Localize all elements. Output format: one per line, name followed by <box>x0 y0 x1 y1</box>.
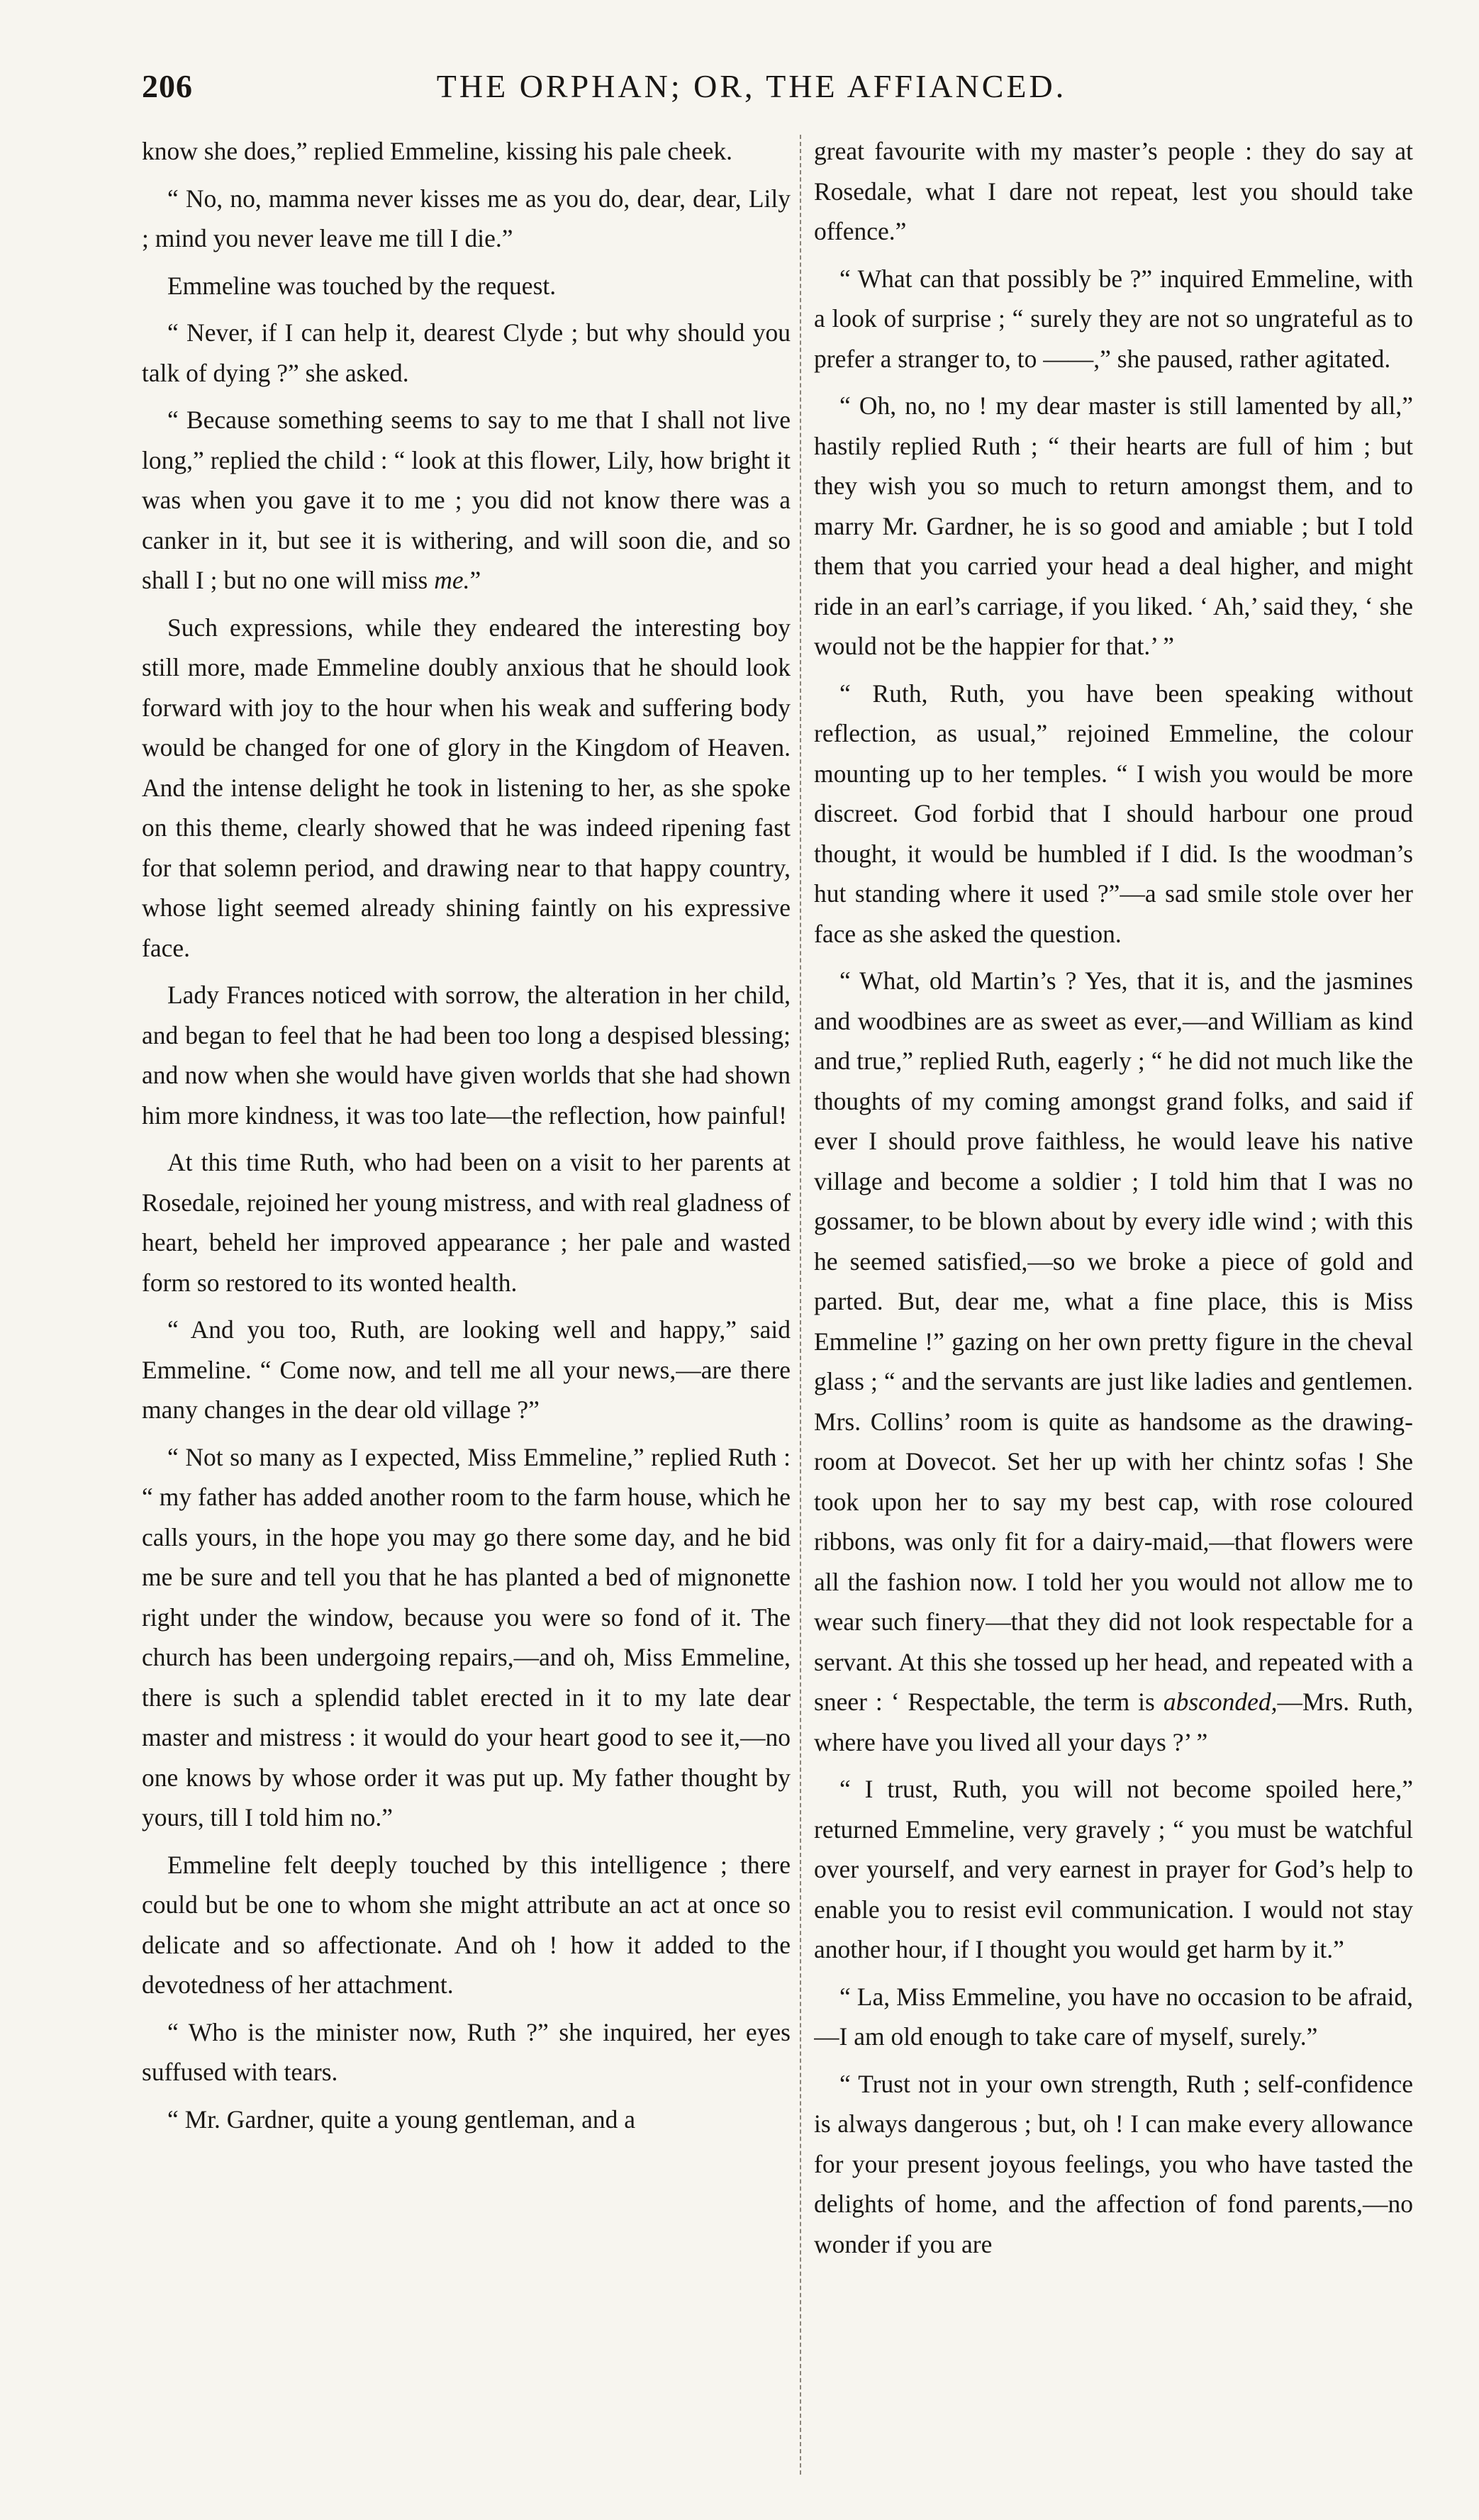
page-header <box>142 67 1361 131</box>
paragraph: “ No, no, mamma never kisses me as you do, dear, dear, Lily ; mind you never leave me till I die.” <box>142 184 791 252</box>
paragraph: At this time Ruth, who had been on a visit to her parents at Rosedale, rejoined her young mistress, and with real gladness of heart, beheld her improved appearance ; her pale and wasted form so restored to its wonted health. <box>142 1148 791 1297</box>
paragraph <box>142 400 791 601</box>
paragraph: Such expressions, while they endeared the interesting boy still more, made Emmeline doubly anxious that he should look forward with joy to the hour when his weak and suffering body would be changed for one of glory in the Kingdom of Heaven. And the intense delight he took in listening to her, as she spoke on this theme, clearly showed that he was indeed ripening fast for that solemn period, and drawing near to that happy country, whose light seemed already shining faintly on his expressive face. <box>142 613 791 962</box>
running-title: THE ORPHAN; OR, THE AFFIANCED. <box>436 68 1067 104</box>
left-column <box>142 131 791 2478</box>
page-number: 206 <box>142 68 193 104</box>
right-column <box>814 131 1413 2478</box>
paragraph: “ What can that possibly be ?” inquired Emmeline, with a look of surprise ; “ surely they are not so ungrateful as to prefer a stranger to, to ——,” she paused, rather agitated. <box>814 264 1413 373</box>
paragraph: “ Mr. Gardner, quite a young gentleman, and a <box>167 2104 636 2134</box>
paragraph: Emmeline felt deeply touched by this intelligence ; there could but be one to whom she might attribute an act at once so delicate and so affectionate. And oh ! how it added to the devotedness of her attachment. <box>142 1850 791 1999</box>
paragraph: Emmeline was touched by the request. <box>167 271 557 300</box>
paragraph-text: ” <box>469 566 481 594</box>
emphasis: me. <box>434 566 470 594</box>
paragraph-text: —Mrs. Ruth, where have you lived all your days ?’ ” <box>814 1688 1413 1756</box>
paragraph <box>814 961 1413 1762</box>
paragraph: “ Who is the minister now, Ruth ?” she inquired, her eyes suffused with tears. <box>142 2017 791 2086</box>
paragraph: “ And you too, Ruth, are looking well and happy,” said Emmeline. “ Come now, and tell me all your news,—are there many changes in the dear old village ?” <box>142 1315 791 1424</box>
paragraph: “ Trust not in your own strength, Ruth ; self-confidence is always dangerous ; but, oh ! I can make every allowance for your present joyous feelings, you who have tasted the delights of home, and the affection of fond parents,—no wonder if you are <box>814 2069 1413 2258</box>
paragraph-text: “ What, old Martin’s ? Yes, that it is, and the jasmines and woodbines are as sweet as ever,—and William as kind and true,” replied Ruth, eagerly ; “ he did not much like the thoughts of my coming amongst grand folks, and said if ever I should prove faithless, he would leave his native village and become a soldier ; I told him that I was no gossamer, to be blown about by every idle wind ; with this he seemed satisfied,—so we broke a piece of gold and parted. But, dear me, what a fine place, this is Miss Emmeline !” gazing on her own pretty figure in the cheval glass ; “ and the servants are just like ladies and gentlemen. Mrs. Collins’ room is quite as handsome as the drawing-room at Dovecot. Set her up with her chintz sofas ! She took upon her to say my best cap, with rose coloured ribbons, was only fit for a dairy-maid,—that flowers were all the fashion now. I told her you would not allow me to wear such finery—that they did not look respectable for a servant. At this she tossed up her head, and repeated with a sneer : ‘ Respectable, the term is <box>814 966 1413 1716</box>
paragraph: great favourite with my master’s people : they do say at Rosedale, what I dare not repeat, lest you should take offence.” <box>814 137 1413 245</box>
emphasis: absconded, <box>1163 1688 1278 1716</box>
column-divider <box>800 135 801 2475</box>
paragraph: “ La, Miss Emmeline, you have no occasion to be afraid,—I am old enough to take care of myself, surely.” <box>814 1982 1413 2051</box>
paragraph: know she does,” replied Emmeline, kissing his pale cheek. <box>142 137 733 165</box>
paragraph-text: “ Because something seems to say to me that I shall not live long,” replied the child : “ look at this flower, Lily, how bright it was when you gave it to me ; you did not know there was a canker in it, but see it is withering, and will soon die, and so shall I ; but no one will miss <box>142 406 791 594</box>
paragraph: “ Oh, no, no ! my dear master is still lamented by all,” hastily replied Ruth ; “ their hearts are full of him ; but they wish you so much to return amongst them, and to marry Mr. Gardner, he is so good and amiable ; but I told them that you carried your head a deal higher, and might ride in an earl’s carriage, if you liked. ‘ Ah,’ said they, ‘ she would not be the happier for that.’ ” <box>814 391 1413 660</box>
paragraph: “ Ruth, Ruth, you have been speaking without reflection, as usual,” rejoined Emmeline, the colour mounting up to her temples. “ I wish you would be more discreet. God forbid that I should harbour one proud thought, it would be humbled if I did. Is the woodman’s hut standing where it used ?”—a sad smile stole over her face as she asked the question. <box>814 679 1413 948</box>
paragraph: “ Not so many as I expected, Miss Emmeline,” replied Ruth : “ my father has added another room to the farm house, which he calls yours, in the hope you may go there some day, and he bid me be sure and tell you that he has planted a bed of mignonette right under the window, because you were so fond of it. The church has been undergoing repairs,—and oh, Miss Emmeline, there is such a splendid tablet erected in it to my late dear master and mistress : it would do your heart good to see it,—no one knows by whose order it was put up. My father thought by yours, till I told him no.” <box>142 1442 791 1832</box>
paragraph: “ I trust, Ruth, you will not become spoiled here,” returned Emmeline, very gravely ; “ you must be watchful over yourself, and very earnest in prayer for God’s help to enable you to resist evil communication. I would not stay another hour, if I thought you would get harm by it.” <box>814 1775 1413 1963</box>
paragraph: “ Never, if I can help it, dearest Clyde ; but why should you talk of dying ?” she asked. <box>142 318 791 387</box>
paragraph: Lady Frances noticed with sorrow, the alteration in her child, and began to feel that he had been too long a despised blessing; and now when she would have given worlds that she had shown him more kindness, it was too late—the reflection, how painful! <box>142 981 791 1130</box>
